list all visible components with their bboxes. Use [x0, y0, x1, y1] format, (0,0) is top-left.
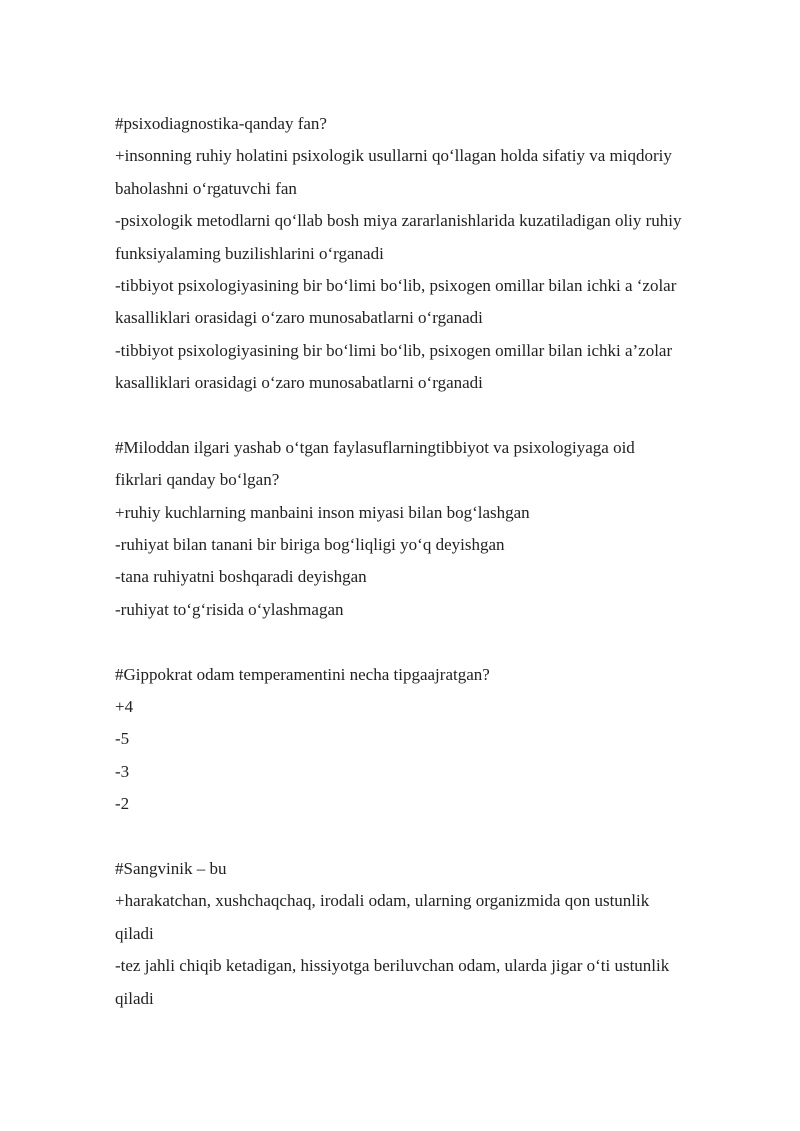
blank-line [115, 821, 755, 853]
question-block-3 [115, 659, 755, 821]
answer-option: -tana ruhiyatni boshqaradi deyishgan [115, 567, 367, 587]
question-block-1 [115, 108, 755, 400]
answer-option-cont: qiladi [115, 988, 154, 1008]
question-block-2 [115, 432, 755, 626]
answer-correct-cont: baholashni o‘rgatuvchi fan [115, 178, 297, 198]
answer-correct: +harakatchan, xushchaqchaq, irodali odam, ularning organizmida qon ustunlik [115, 891, 650, 911]
question-title: #Miloddan ilgari yashab o‘tgan faylasuflarningtibbiyot va psixologiyaga oid [115, 437, 635, 457]
answer-correct-cont: qiladi [115, 923, 154, 943]
answer-correct: +insonning ruhiy holatini psixologik usullarni qo‘llagan holda sifatiy va miqdoriy [115, 146, 672, 166]
answer-option: -5 [115, 729, 130, 749]
answer-option-cont: kasalliklari orasidagi o‘zaro munosabatlarni o‘rganadi [115, 373, 483, 393]
document-body [115, 108, 755, 1015]
answer-option-cont: funksiyalaming buzilishlarini o‘rganadi [115, 243, 384, 263]
blank-line [115, 400, 755, 432]
answer-option: -psixologik metodlarni qo‘llab bosh miya zararlanishlarida kuzatiladigan oliy ruhiy [115, 211, 682, 231]
answer-correct: +ruhiy kuchlarning manbaini inson miyasi bilan bog‘lashgan [115, 502, 530, 522]
answer-option-cont: kasalliklari orasidagi o‘zaro munosabatlarni o‘rganadi [115, 308, 483, 328]
question-title: #Gippokrat odam temperamentini necha tipgaajratgan? [115, 664, 490, 684]
answer-correct: +4 [115, 697, 134, 717]
answer-option: -3 [115, 761, 130, 781]
answer-option: -tibbiyot psixologiyasining bir bo‘limi bo‘lib, psixogen omillar bilan ichki a’zolar [115, 340, 673, 360]
answer-option: -ruhiyat to‘g‘risida o‘ylashmagan [115, 599, 344, 619]
question-title: #psixodiagnostika-qanday fan? [115, 114, 327, 133]
answer-option: -tibbiyot psixologiyasining bir bo‘limi bo‘lib, psixogen omillar bilan ichki a ‘zolar [115, 275, 677, 295]
blank-line [115, 626, 755, 658]
answer-option: -ruhiyat bilan tanani bir biriga bog‘liqligi yo‘q deyishgan [115, 535, 505, 555]
question-block-4 [115, 853, 755, 1015]
question-title: #Sangvinik – bu [115, 858, 227, 878]
answer-option: -2 [115, 794, 130, 814]
answer-option: -tez jahli chiqib ketadigan, hissiyotga beriluvchan odam, ularda jigar o‘ti ustunlik [115, 956, 670, 976]
question-title-cont: fikrlari qanday bo‘lgan? [115, 470, 280, 490]
